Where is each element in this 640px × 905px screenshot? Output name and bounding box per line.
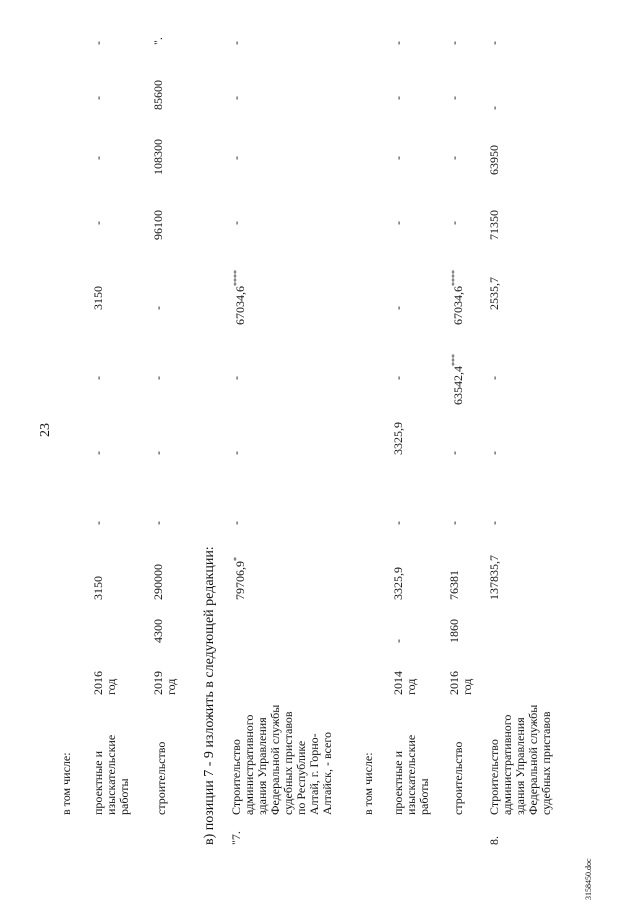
value-cell: - [91, 451, 105, 455]
value-cell: - [91, 96, 105, 100]
value-cell: - [229, 96, 243, 100]
footer-filename: 3158450.doc [584, 858, 593, 900]
value-cell: 3150 [91, 576, 105, 600]
value-cell: - [447, 41, 461, 45]
item-description: Строительство административного здания Управления Федеральной службы судебных приставов по Республике Алтай, г. Горно- Алтайск, - всего [229, 704, 334, 815]
item-description: Строительство административного здания Управления Федеральной службы судебных приставов [487, 704, 553, 815]
value-cell: 71350 [487, 210, 501, 240]
value-cell: 96100 [151, 210, 165, 240]
year-cell: 2016 год [91, 671, 118, 695]
value-cell: - [229, 521, 243, 525]
value-cell: 4300 [151, 619, 165, 643]
value-cell: - [229, 41, 243, 45]
value-cell: 63542,4*** [450, 354, 465, 405]
value-cell: 3325,9 [391, 567, 405, 600]
item-number: 8. [487, 836, 501, 845]
value-cell: - [391, 96, 405, 100]
value-cell: 3325,9 [391, 422, 405, 455]
value-cell: - [91, 376, 105, 380]
value-cell: - [447, 156, 461, 160]
label-survey-work: проектные и изыскательские работы [91, 734, 131, 815]
value-cell: - [487, 41, 501, 45]
year-cell: 2016 год [447, 671, 474, 695]
value-cell: - [391, 376, 405, 380]
year-cell: 2019 год [151, 671, 178, 695]
value-cell: - [487, 451, 501, 455]
value-cell: 67034,6**** [450, 270, 465, 325]
value-cell: 79706,9* [232, 557, 247, 600]
value-cell: - [487, 106, 501, 110]
value-cell: 137835,7 [487, 555, 501, 600]
value-cell: - [447, 521, 461, 525]
section-heading: в) позиции 7 - 9 изложить в следующей редакции: [202, 546, 217, 845]
label-in-that-number: в том числе: [59, 752, 73, 815]
value-cell: - [151, 451, 165, 455]
value-cell: - [91, 41, 105, 45]
value-cell: 3150 [91, 286, 105, 310]
value-cell: - [391, 41, 405, 45]
value-cell: 85600 [151, 80, 165, 110]
value-cell: 76381 [447, 570, 461, 600]
value-cell: 290000 [151, 564, 165, 600]
label-in-that-number: в том числе: [361, 752, 375, 815]
value-cell: 2535,7 [487, 277, 501, 310]
value-cell: ". [151, 37, 165, 45]
value-cell: - [151, 306, 165, 310]
item-number: "7. [229, 831, 243, 845]
label-construction: строительство [451, 741, 465, 815]
value-cell: - [487, 376, 501, 380]
value-cell: 108300 [151, 139, 165, 175]
label-survey-work: проектные и изыскательские работы [391, 734, 431, 815]
value-cell: - [91, 156, 105, 160]
value-cell: - [391, 306, 405, 310]
value-cell: - [391, 221, 405, 225]
value-cell: - [447, 221, 461, 225]
value-cell: - [151, 521, 165, 525]
value-cell: - [447, 451, 461, 455]
value-cell: - [151, 376, 165, 380]
value-cell: 1860 [447, 619, 461, 643]
value-cell: - [229, 376, 243, 380]
value-cell: - [229, 221, 243, 225]
value-cell: - [391, 521, 405, 525]
value-cell: 67034,6**** [232, 270, 247, 325]
value-cell: - [91, 521, 105, 525]
value-cell: - [229, 451, 243, 455]
year-cell: 2014 год [391, 671, 418, 695]
value-cell: 63950 [487, 145, 501, 175]
value-cell: - [391, 156, 405, 160]
value-cell: - [487, 521, 501, 525]
value-cell: - [91, 221, 105, 225]
page-number: 23 [38, 423, 53, 437]
value-cell: - [447, 96, 461, 100]
value-cell: - [391, 639, 405, 643]
label-construction: строительство [154, 741, 168, 815]
value-cell: - [229, 156, 243, 160]
